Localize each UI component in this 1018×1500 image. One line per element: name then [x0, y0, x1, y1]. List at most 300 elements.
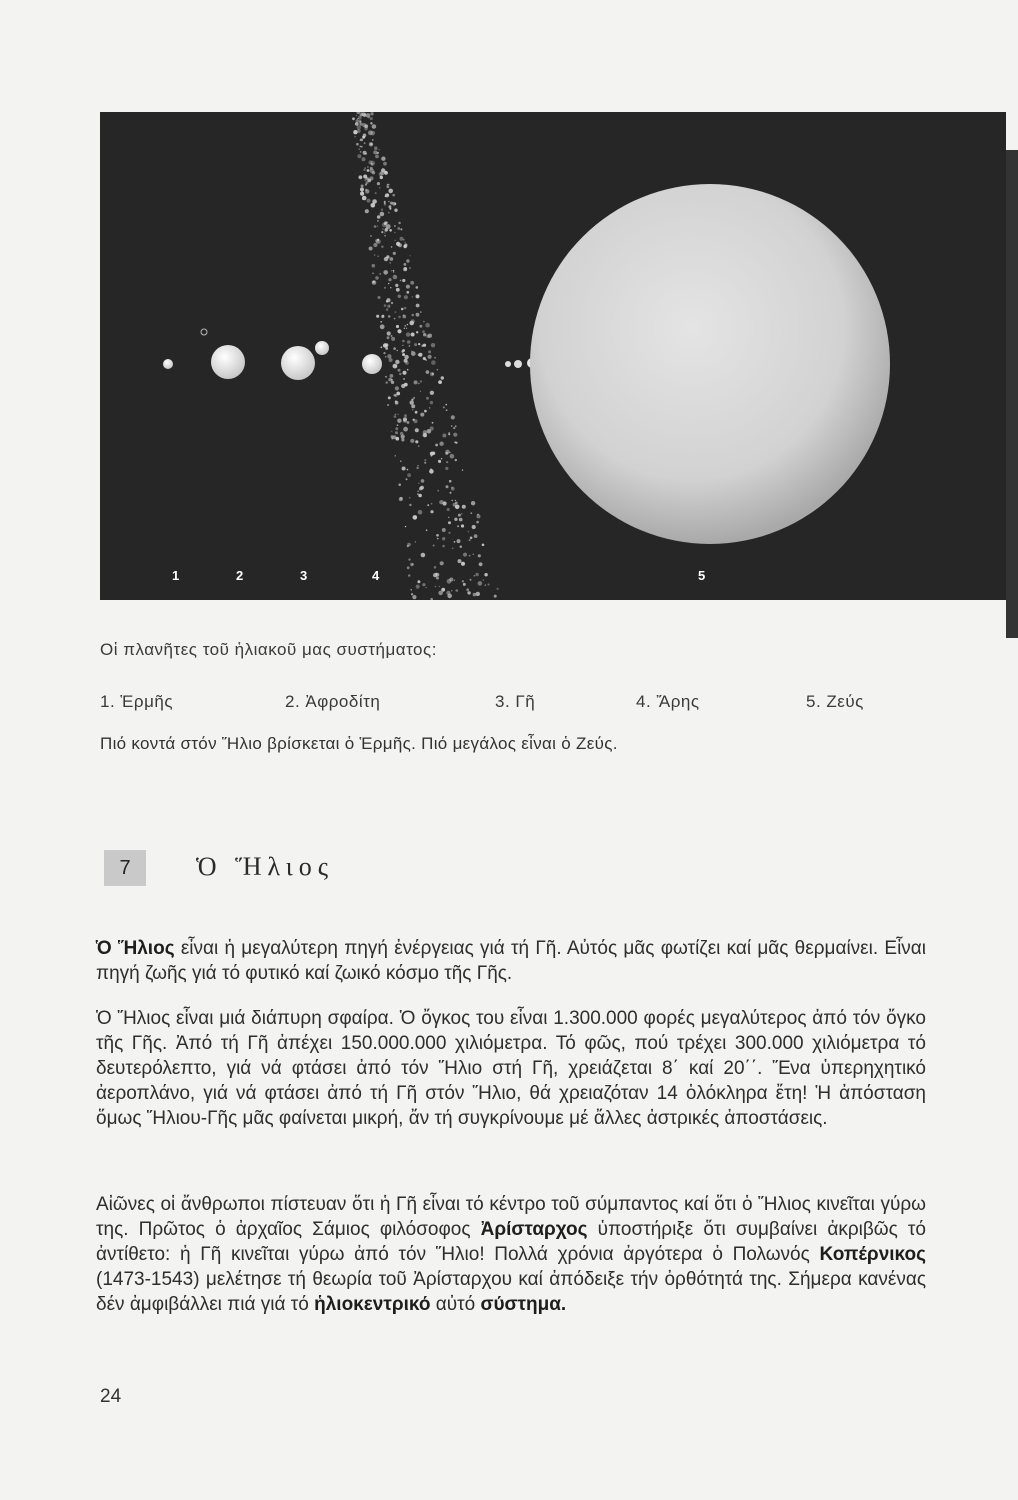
asteroid: [388, 283, 389, 284]
asteroid: [442, 545, 445, 548]
asteroid: [463, 583, 466, 586]
paragraph-2: [96, 1006, 926, 1131]
asteroid: [443, 501, 447, 505]
asteroid: [406, 259, 409, 262]
asteroid: [375, 155, 379, 159]
asteroid: [458, 559, 462, 563]
asteroid: [401, 308, 404, 311]
asteroid: [368, 130, 373, 135]
asteroid: [461, 513, 462, 514]
asteroid: [389, 229, 392, 232]
asteroid: [428, 350, 431, 353]
asteroid: [370, 235, 371, 236]
asteroid: [384, 202, 386, 204]
asteroid: [421, 345, 423, 347]
asteroid: [418, 510, 423, 515]
asteroid: [420, 413, 424, 417]
asteroid: [422, 583, 425, 586]
asteroid: [449, 578, 453, 582]
asteroid: [460, 546, 462, 548]
asteroid: [360, 113, 363, 116]
asteroid: [394, 318, 396, 320]
asteroid: [393, 275, 398, 280]
asteroid: [426, 397, 429, 400]
asteroid: [364, 167, 366, 169]
asteroid: [381, 346, 383, 348]
asteroid: [410, 255, 411, 256]
asteroid: [424, 410, 427, 413]
asteroid: [417, 490, 419, 492]
asteroid: [370, 117, 373, 120]
asteroid: [401, 350, 404, 353]
asteroid: [452, 548, 454, 550]
asteroid: [395, 360, 396, 361]
asteroid: [407, 340, 411, 344]
asteroid: [430, 401, 433, 404]
asteroid: [404, 263, 407, 266]
asteroid: [461, 562, 465, 566]
asteroid: [446, 591, 450, 595]
asteroid: [394, 209, 397, 212]
asteroid: [352, 117, 355, 120]
asteroid: [353, 130, 357, 134]
asteroid: [439, 586, 440, 587]
asteroid: [416, 304, 420, 308]
asteroid: [494, 595, 497, 598]
asteroid: [386, 222, 388, 224]
asteroid: [388, 201, 389, 202]
asteroid: [445, 450, 449, 454]
asteroid: [400, 237, 404, 241]
asteroid: [373, 243, 377, 247]
asteroid: [402, 467, 406, 471]
asteroid: [441, 458, 442, 459]
asteroid: [386, 308, 389, 311]
asteroid: [474, 575, 476, 577]
asteroid: [433, 545, 435, 547]
asteroid: [387, 354, 391, 358]
asteroid: [463, 553, 467, 557]
asteroid: [410, 439, 414, 443]
paragraph-text: αὐτό: [430, 1294, 481, 1315]
planet-jupiter: [530, 184, 890, 544]
asteroid: [479, 562, 483, 566]
asteroid: [404, 383, 408, 387]
asteroid: [439, 442, 443, 446]
asteroid: [443, 406, 445, 408]
asteroid: [416, 294, 420, 298]
asteroid: [451, 425, 453, 427]
asteroid: [454, 518, 457, 521]
asteroid: [448, 517, 449, 518]
asteroid: [384, 235, 386, 237]
asteroid: [431, 360, 436, 365]
asteroid: [436, 577, 439, 580]
asteroid: [405, 361, 409, 365]
asteroid: [398, 483, 401, 486]
asteroid: [364, 142, 366, 144]
asteroid: [407, 469, 409, 471]
asteroid: [410, 400, 414, 404]
asteroid: [406, 328, 407, 329]
page-number: 24: [100, 1386, 122, 1407]
asteroid: [395, 386, 399, 390]
asteroid: [391, 270, 393, 272]
asteroid: [382, 228, 384, 230]
asteroid: [427, 504, 429, 506]
asteroid: [395, 455, 397, 457]
asteroid: [389, 257, 393, 261]
asteroid: [356, 143, 359, 146]
asteroid: [453, 433, 457, 437]
asteroid: [420, 391, 421, 392]
asteroid: [381, 157, 385, 161]
asteroid: [454, 580, 455, 581]
asteroid: [428, 355, 432, 359]
asteroid: [388, 315, 391, 318]
asteroid: [426, 529, 428, 531]
section-title: Ὁ Ἥλιος: [196, 852, 335, 881]
asteroid: [370, 122, 372, 124]
asteroid: [410, 589, 412, 591]
asteroid: [397, 350, 398, 351]
asteroid: [467, 591, 470, 594]
asteroid: [377, 225, 379, 227]
asteroid: [372, 124, 377, 129]
asteroid: [446, 461, 448, 463]
asteroid: [386, 381, 388, 383]
asteroid: [475, 573, 478, 576]
asteroid: [470, 579, 472, 581]
asteroid: [426, 370, 430, 374]
asteroid: [354, 136, 356, 138]
asteroid: [404, 325, 406, 327]
asteroid: [416, 286, 419, 289]
asteroid: [393, 435, 397, 439]
asteroid: [421, 553, 426, 558]
asteroid: [399, 497, 403, 501]
asteroid: [429, 407, 431, 409]
asteroid: [451, 487, 453, 489]
asteroid: [379, 187, 381, 189]
asteroid: [440, 561, 444, 565]
legend-item-1: 1. Ἑρμῆς: [100, 692, 174, 711]
figure-caption: Οἱ πλανῆτες τοῦ ἡλιακοῦ μας συστήματος:: [100, 640, 437, 659]
asteroid: [407, 369, 409, 371]
asteroid: [455, 425, 457, 427]
asteroid: [362, 136, 364, 138]
asteroid: [424, 434, 427, 437]
asteroid: [364, 179, 366, 181]
asteroid: [431, 343, 435, 347]
asteroid: [369, 247, 373, 251]
asteroid: [403, 378, 405, 380]
asteroid: [415, 440, 418, 443]
asteroid: [411, 314, 414, 317]
asteroid: [384, 287, 386, 289]
asteroid: [392, 202, 396, 206]
section-number: 7: [104, 850, 146, 886]
asteroid: [387, 404, 389, 406]
asteroid: [397, 419, 401, 423]
asteroid: [497, 588, 499, 590]
asteroid: [392, 194, 395, 197]
asteroid: [405, 526, 406, 527]
asteroid: [414, 380, 418, 384]
paragraph-text: εἶναι ἡ μεγαλύτερη πηγή ἐνέργειας γιά τή Γῆ. Αὐτός μᾶς φωτίζει καί μᾶς θερμαίνει. Εἶναι πηγή ζωῆς γιά τό φυτικό καί ζωικό κόσμο τῆς Γῆς.: [96, 938, 926, 984]
asteroid: [388, 212, 390, 214]
asteroid: [393, 347, 396, 350]
asteroid: [474, 534, 478, 538]
asteroid: [417, 580, 420, 583]
jupiter-moon: [505, 361, 511, 367]
asteroid: [418, 483, 419, 484]
asteroid: [397, 424, 399, 426]
asteroid: [356, 112, 360, 114]
asteroid: [368, 117, 370, 119]
asteroid: [438, 380, 442, 384]
asteroid: [407, 324, 409, 326]
asteroid: [404, 328, 405, 329]
bold-term: ἡλιοκεντρικό: [314, 1294, 431, 1315]
asteroid: [459, 518, 463, 522]
asteroid: [404, 355, 408, 359]
asteroid: [404, 244, 408, 248]
asteroid: [399, 373, 401, 375]
asteroid: [422, 330, 425, 333]
asteroid: [384, 304, 387, 307]
asteroid: [386, 255, 389, 258]
asteroid: [380, 324, 385, 329]
asteroid: [413, 397, 415, 399]
asteroid: [418, 383, 420, 385]
asteroid: [360, 192, 364, 196]
asteroid: [402, 353, 405, 356]
paragraph-text: Ὁ Ἥλιος εἶναι μιά διάπυρη σφαίρα. Ὁ ὄγκος του εἶναι 1.300.000 φορές μεγαλύτερος ἀπό τόν ὄγκο τῆς Γῆς. Ἀπό τή Γῆ ἀπέχει 150.000.000 χιλιόμετρα. Τό φῶς, πού τρέχει 300.000 χιλιόμετρα τό δευτερόλεπτο, γιά νά φτάσει ἀπό τόν Ἥλιο στή Γῆ, χρειάζεται 8΄ καί 20΄΄. Ἕνα ὑπερηχητικό ἀεροπλάνο, γιά νά φτάσει ἀπό τή Γῆ στόν Ἥλιο, θά χρειαζόταν 14 ὁλόκληρα ἔτη! Ἡ ἀπόσταση ὅμως Ἥλιου-Γῆς μᾶς φαίνεται μικρή, ἄν τή συγκρίνουμε μέ ἄλλες ἀστρικές ἀποστάσεις.: [96, 1008, 926, 1129]
asteroid: [395, 431, 398, 434]
asteroid: [432, 422, 434, 424]
asteroid: [430, 426, 434, 430]
asteroid: [435, 586, 437, 588]
asteroid: [435, 444, 438, 447]
asteroid: [470, 512, 472, 514]
asteroid: [388, 205, 391, 208]
asteroid: [394, 415, 397, 418]
asteroid: [462, 580, 464, 582]
figure-note: Πιό κοντά στόν Ἥλιο βρίσκεται ὁ Ἑρμῆς. Πιό μεγάλος εἶναι ὁ Ζεύς.: [100, 734, 618, 753]
asteroid: [462, 469, 463, 470]
asteroid: [466, 588, 469, 591]
asteroid: [360, 146, 362, 148]
asteroid: [418, 494, 422, 498]
asteroid: [372, 139, 374, 141]
asteroid: [403, 419, 407, 423]
asteroid: [402, 279, 405, 282]
asteroid: [430, 452, 434, 456]
asteroid: [423, 321, 425, 323]
asteroid: [448, 521, 451, 524]
asteroid: [398, 369, 401, 372]
asteroid: [361, 146, 363, 148]
asteroid: [357, 154, 361, 158]
asteroid: [424, 459, 426, 461]
asteroid: [367, 169, 370, 172]
asteroid: [446, 404, 448, 406]
asteroid: [408, 574, 410, 576]
asteroid: [413, 515, 418, 520]
asteroid: [385, 195, 387, 197]
asteroid: [394, 240, 395, 241]
asteroid: [403, 267, 407, 271]
asteroid: [441, 376, 444, 379]
legend-item-4: 4. Ἄρης: [636, 692, 700, 711]
asteroid: [449, 480, 452, 483]
asteroid: [442, 434, 446, 438]
asteroid: [450, 454, 455, 459]
asteroid: [356, 119, 359, 122]
asteroid: [411, 593, 413, 595]
asteroid: [403, 314, 405, 316]
asteroid: [424, 358, 426, 360]
bold-term: Ὁ Ἥλιος: [96, 938, 175, 959]
asteroid: [380, 176, 383, 179]
legend-item-3: 3. Γῆ: [495, 692, 536, 711]
asteroid: [361, 185, 364, 188]
asteroid: [387, 184, 389, 186]
asteroid: [430, 598, 433, 600]
asteroid: [396, 325, 399, 328]
asteroid: [406, 291, 409, 294]
asteroid: [468, 531, 470, 533]
asteroid: [365, 209, 369, 213]
asteroid: [374, 254, 376, 256]
asteroid: [396, 288, 400, 292]
asteroid: [379, 172, 383, 176]
asteroid: [407, 545, 409, 547]
asteroid: [387, 331, 391, 335]
asteroid: [417, 493, 419, 495]
asteroid: [384, 171, 386, 173]
asteroid: [408, 558, 410, 560]
asteroid: [398, 222, 400, 224]
planet-mars: [362, 354, 382, 374]
asteroid: [393, 270, 394, 271]
asteroid: [455, 442, 457, 444]
asteroid: [370, 143, 372, 145]
asteroid: [406, 478, 408, 480]
asteroid: [417, 465, 418, 466]
asteroid: [469, 555, 471, 557]
asteroid: [410, 563, 413, 566]
asteroid: [425, 323, 430, 328]
asteroid: [401, 435, 405, 439]
asteroid: [388, 396, 391, 399]
asteroid: [476, 592, 480, 596]
asteroid: [364, 127, 367, 130]
asteroid: [411, 333, 415, 337]
asteroid: [457, 525, 459, 527]
asteroid: [377, 182, 380, 185]
asteroid: [407, 566, 410, 569]
asteroid: [370, 112, 373, 115]
asteroid: [403, 427, 408, 432]
asteroid: [397, 329, 401, 333]
asteroid: [416, 585, 420, 589]
asteroid: [418, 343, 420, 345]
asteroid: [400, 228, 402, 230]
asteroid: [484, 573, 487, 576]
asteroid: [386, 185, 389, 188]
asteroid: [434, 566, 437, 569]
asteroid: [416, 331, 418, 333]
planet-moon: [315, 341, 329, 355]
asteroid: [425, 587, 427, 589]
asteroid: [367, 166, 369, 168]
asteroid: [360, 121, 362, 123]
asteroid: [379, 273, 381, 275]
asteroid: [372, 171, 375, 174]
asteroid: [478, 554, 481, 557]
asteroid: [391, 431, 392, 432]
asteroid: [438, 460, 441, 463]
paragraph-text: (1473-1543) μελέτησε τή θεωρία τοῦ Ἀρίσταρχου καί ἀπόδειξε τήν ὀρθότητά της. Σήμερα κανένας δέν ἀμφιβάλλει πιά γιά τό: [96, 1269, 926, 1315]
asteroid: [412, 296, 413, 297]
asteroid: [414, 343, 417, 346]
asteroid: [390, 287, 391, 288]
asteroid: [395, 400, 397, 402]
asteroid: [395, 427, 398, 430]
asteroid: [400, 461, 401, 462]
asteroid: [400, 280, 402, 282]
asteroid: [418, 445, 420, 447]
asteroid: [446, 409, 448, 411]
asteroid: [442, 528, 446, 532]
asteroid: [423, 430, 427, 434]
asteroid: [453, 427, 455, 429]
asteroid: [391, 302, 393, 304]
asteroid: [391, 246, 393, 248]
page-edge-shadow: [1006, 150, 1018, 638]
asteroid: [359, 139, 361, 141]
asteroid: [404, 295, 408, 299]
asteroid: [407, 473, 411, 477]
asteroid: [448, 432, 450, 434]
asteroid: [389, 262, 391, 264]
asteroid: [411, 351, 416, 356]
figure-label-4: 4: [372, 568, 380, 583]
asteroid: [378, 296, 381, 299]
asteroid: [391, 335, 393, 337]
asteroid: [370, 176, 374, 180]
asteroid: [383, 162, 387, 166]
asteroid: [391, 381, 394, 384]
asteroid: [411, 399, 413, 401]
asteroid: [363, 175, 367, 179]
asteroid: [387, 305, 390, 308]
asteroid: [478, 581, 483, 586]
asteroid: [362, 157, 366, 161]
asteroid: [404, 242, 405, 243]
asteroid: [376, 239, 381, 244]
asteroid: [394, 225, 396, 227]
asteroid: [461, 524, 464, 527]
asteroid: [415, 428, 419, 432]
asteroid: [430, 510, 433, 513]
asteroid: [477, 514, 478, 515]
asteroid: [411, 404, 415, 408]
planet-mercury-orbit-dot: [201, 329, 207, 335]
bold-term: Κοπέρνικος: [819, 1244, 926, 1265]
